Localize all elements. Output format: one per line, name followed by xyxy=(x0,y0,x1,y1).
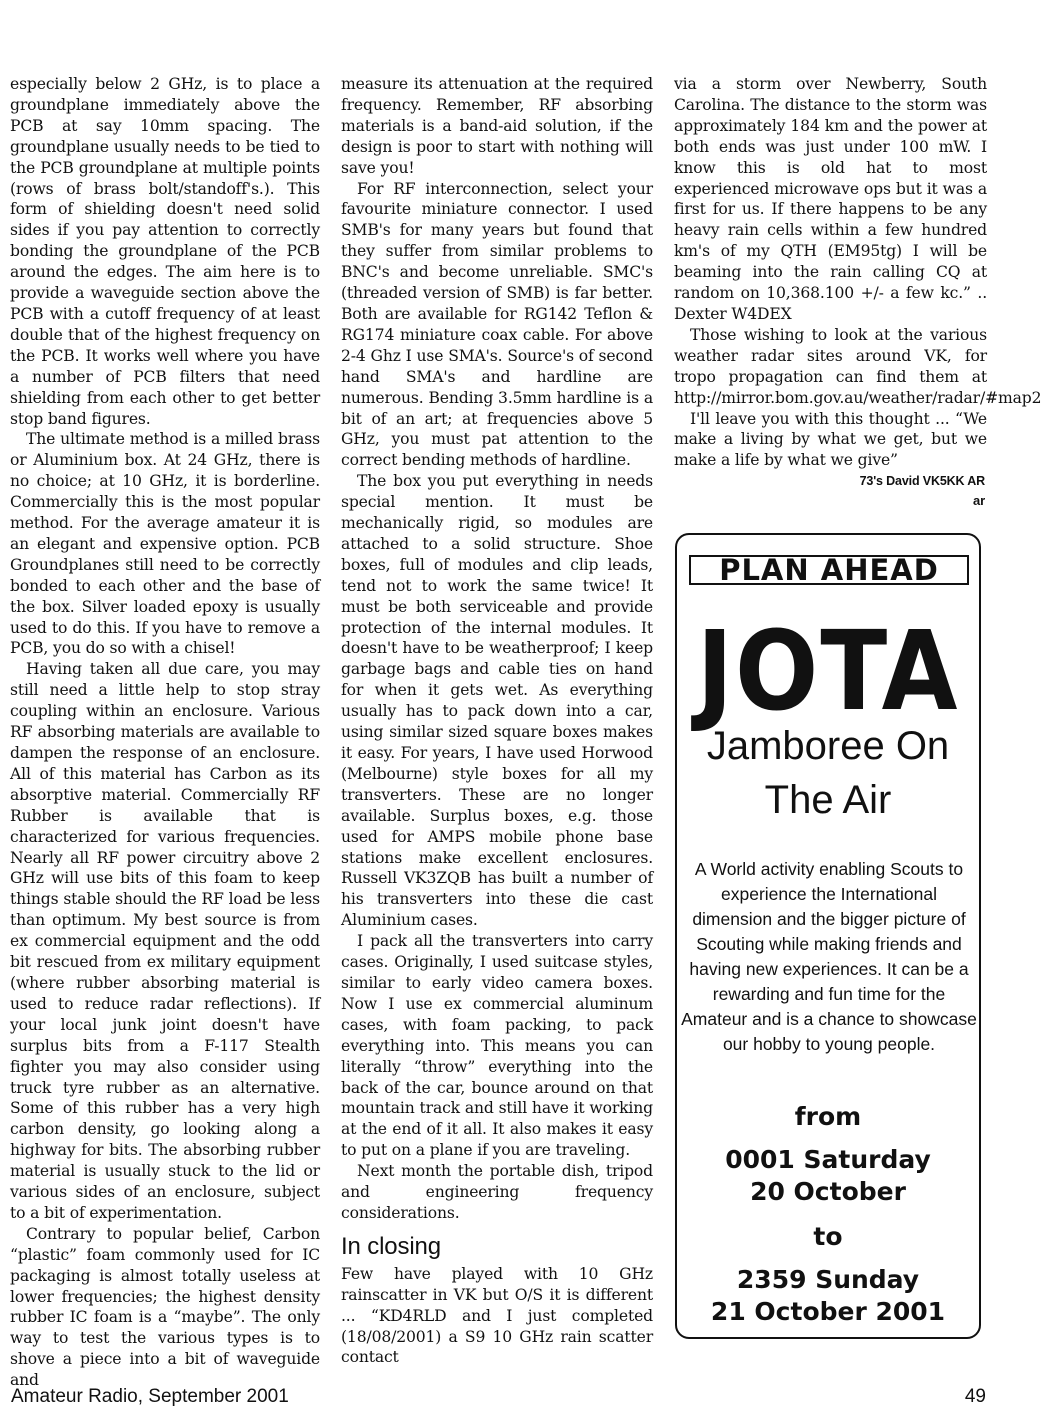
publication-footer: Amateur Radio, September 2001 xyxy=(11,1386,289,1407)
paragraph: I'll leave you with this thought ... “We make a living by what we get, but we make a life by what we give” xyxy=(674,409,987,470)
jota-advertisement xyxy=(675,533,981,1339)
jota-logo-text: JOTA xyxy=(696,608,960,736)
article-column-3 xyxy=(674,74,1041,511)
plan-ahead-banner: PLAN AHEAD xyxy=(689,555,969,585)
start-time: 0001 Saturday xyxy=(725,1145,931,1174)
paragraph: Those wishing to look at the various weather radar sites around VK, for tropo propagation can find them at http://mirror.bom.gov.au/weather/radar/#map2 xyxy=(674,325,1041,407)
start-date: 20 October xyxy=(750,1177,906,1206)
to-label: to xyxy=(813,1222,843,1251)
paragraph: Few have played with 10 GHz rainscatter in VK but O/S it is different ... “KD4RLD and I just completed (18/08/2001) a S9 10 GHz rain scatter contact xyxy=(341,1264,653,1367)
paragraph: The ultimate method is a milled brass or Aluminium box. At 24 GHz, there is no choice; at 10 GHz, it is borderline. Commercially this is the most popular method. For the average amateur it is an elegant and expensive option. PCB Groundplanes still need to be correctly bonded to each other and the base of the box. Silver loaded epoxy is usually used to do this. If you have to remove a PCB, you do so with a chisel! xyxy=(10,430,320,658)
paragraph: For RF interconnection, select your favourite miniature connector. I used SMB's for many years but found that they suffer from similar problems to BNC's and become unreliable. SMC's (threaded version of SMB) is far better. Both are available for RG142 Teflon & RG174 miniature coax cable. For above 2-4 Ghz I use SMA's. Source's of second hand SMA's and hardline are numerous. Bending 3.5mm hardline is a bit of an art; at frequencies above 5 GHz, you must pat attention to the correct bending methods of hardline. xyxy=(341,179,653,470)
paragraph: measure its attenuation at the required frequency. Remember, RF absorbing materials is a band-aid solution, if the design is poor to start with nothing will save you! xyxy=(341,75,653,177)
author-signature: 73's David VK5KK AR xyxy=(859,474,985,489)
article-column-1 xyxy=(10,74,320,1391)
article-column-2 xyxy=(341,74,653,1368)
paragraph: I pack all the transverters into carry cases. Originally, I used suitcase styles, similar to early video camera boxes. Now I use ex commercial aluminum cases, with foam packing, to pack everything into. This means you can literally “throw” everything into the back of the car, bounce around on that mountain track and still have it working at the end of it all. It also makes it easy to put on a plane if you are traveling. xyxy=(341,932,653,1160)
paragraph: Next month the portable dish, tripod and engineering frequency considerations. xyxy=(341,1162,653,1222)
paragraph: especially below 2 GHz, is to place a groundplane immediately above the PCB at say 10mm spacing. The groundplane usually needs to be tied to the PCB groundplane at multiple points (rows of brass bolt/standoff's.). This form of shielding doesn't need solid sides if you pay attention to correctly bonding the groundplane of the PCB around the edges. The aim here is to provide a waveguide section above the PCB with a cutoff frequency of at least double that of the highest frequency on the PCB. It works well where you have a number of PCB filters that need shielding from each other to get better stop band figures. xyxy=(10,75,320,428)
end-date: 21 October 2001 xyxy=(710,1297,946,1326)
paragraph: Contrary to popular belief, Carbon “plastic” foam commonly used for IC packaging is almost totally useless at lower frequencies; the highest density rubber IC foam is a “maybe”. The only way to test the various types is to shove a piece into a bit of waveguide and xyxy=(10,1224,320,1390)
ad-description: A World activity enabling Scouts to experience the International dimension and the bigger picture of Scouting while making friends and having new experiences. It can be a rewarding and fun time for the Amateur and is a chance to showcase our hobby to young people. xyxy=(681,859,977,1054)
section-heading: In closing xyxy=(341,1232,441,1260)
end-time: 2359 Sunday xyxy=(736,1265,920,1294)
from-label: from xyxy=(794,1102,862,1131)
paragraph: via a storm over Newberry, South Carolina. The distance to the storm was approximately 184 km and the power at both ends was just under 100 mW. I know this is old hat to most experienced microwave ops but it was a first for us. If there happens to be any heavy rain cells within a few hundred km's of my QTH (EM95tg) I will be beaming into the rain calling CQ at random on 10,368.100 +/- a few kc.” .. Dexter W4DEX xyxy=(674,75,987,323)
jamboree-title: Jamboree On The Air xyxy=(706,724,950,822)
end-mark: ar xyxy=(973,493,985,509)
paragraph: Having taken all due care, you may still need a little help to stop stray coupling within an enclosure. Various RF absorbing materials are available to dampen the response of an enclosure. All of this material has Carbon as its absorptive material. Commercially RF Rubber is available that is characterized for various frequencies. Nearly all RF power circuitry above 2 GHz will use bits of this foam to keep things stable should the RF load be less than optimum. My best source is from ex commercial equipment and the odd bit rescued from ex military equipment (where rubber absorbing material is used to reduce radar reflections). If your local junk joint doesn't have surplus bits from a F-117 Stealth fighter you may also consider using truck tyre rubber as an alternative. Some of this rubber has a very high carbon density, go looking along a highway for bits. The absorbing rubber material is usually stuck to the lid or various sides of an enclosure, subject to a bit of experimentation. xyxy=(10,660,320,1222)
paragraph: The box you put everything in needs special mention. It must be mechanically rigid, so modules are attached to a solid structure. Shoe boxes, full of modules and clip leads, tend not to work the same twice! It must be both serviceable and provide protection of the internal modules. It doesn't have to be weatherproof; I keep garbage bags and cable ties on hand for when it gets wet. As everything usually has to pack down into a car, using similar sized square boxes makes it easy. For years, I have used Horwood (Melbourne) style boxes for all my transverters. These are no longer available. Surplus boxes, e.g. those used for AMPS mobile phone base stations make excellent enclosures. Russell VK3ZQB has built a number of his transverters into these die cast Aluminium cases. xyxy=(341,472,653,930)
page-number: 49 xyxy=(964,1386,986,1407)
